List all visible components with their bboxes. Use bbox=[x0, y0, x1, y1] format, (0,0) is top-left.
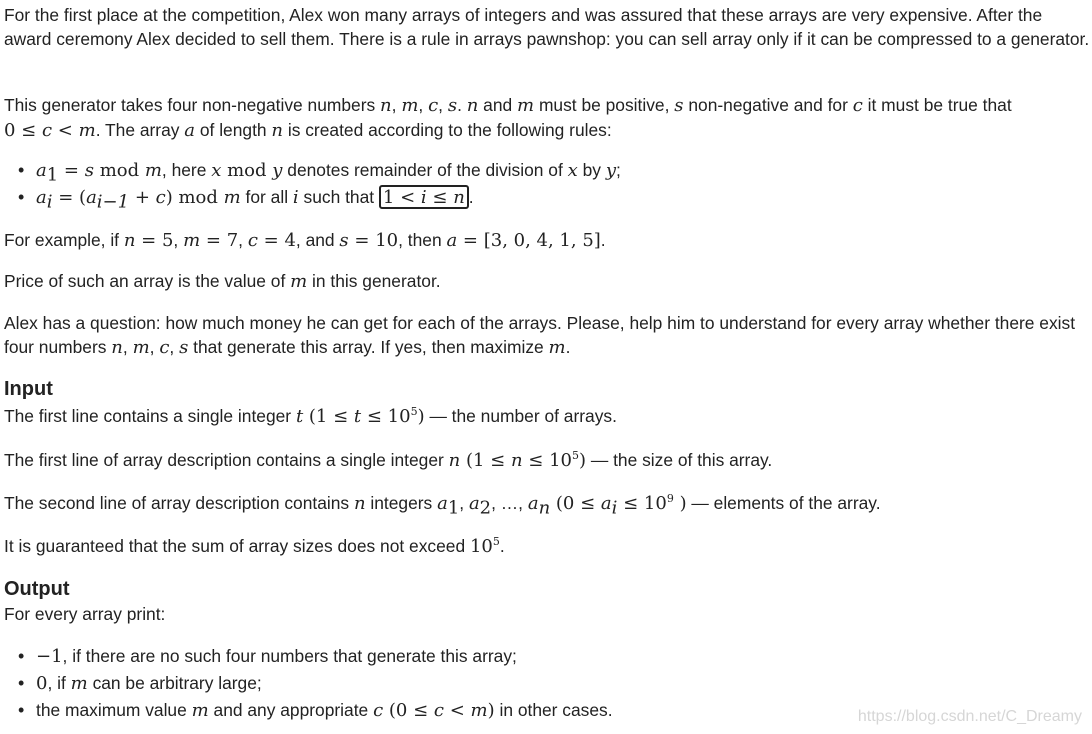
input-line-2: The first line of array description contains a single integer n $(1 \le n \le 10^5)$ — the size of this array. bbox=[4, 449, 773, 471]
list-item: • $a_1 = s$ mod m, here x mod y denotes remainder of the division of x by y; bbox=[36, 157, 1086, 184]
input-line-4: It is guaranteed that the sum of array sizes does not exceed $10^5$. bbox=[4, 535, 505, 557]
input-line-3: The second line of array description contains n integers $a_1$, $a_2$, …, $a_n$ ($0 \le a_i \le 10^9$ ) — elements of the array. bbox=[4, 492, 881, 519]
list-item: • 0, if m can be arbitrary large; bbox=[36, 670, 1086, 697]
intro-paragraph: For the first place at the competition, Alex won many arrays of integers and was assured that these arrays are very expensive. After the award ceremony Alex decided to sell them. There is a rule in arrays pawnshop: you can sell array only if it can be compressed to a generator. bbox=[4, 5, 1090, 49]
list-item: • $a_i = (a_{i-1} + c)$ mod m for all i such that 1 < i ≤ n . bbox=[36, 184, 1086, 211]
generator-rules bbox=[0, 157, 1086, 211]
price-paragraph: Price of such an array is the value of m in this generator. bbox=[4, 271, 441, 292]
output-heading: Output bbox=[4, 578, 70, 600]
example-paragraph: For example, if n = 5, m = 7, c = 4, and s = 10, then a = [3, 0, 4, 1, 5]. bbox=[4, 230, 606, 251]
watermark: https://blog.csdn.net/C_Dreamy bbox=[857, 708, 1082, 725]
generator-paragraph: This generator takes four non-negative numbers n, m, c, s. n and m must be positive, s non-negative and for c it must be true that 0 ≤ c < m. The array a of length n is created according to the following rules: bbox=[4, 95, 1012, 141]
list-item: • −1, if there are no such four numbers that generate this array; bbox=[36, 643, 1086, 670]
input-line-1: The first line contains a single integer t $(1 \le t \le 10^5)$ — the number of arrays. bbox=[4, 405, 617, 427]
highlight-box: 1 < i ≤ n bbox=[379, 185, 469, 209]
list-item: • the maximum value m and any appropriate c (0 ≤ c < m) in other cases. bbox=[36, 697, 1086, 724]
question-paragraph: Alex has a question: how much money he can get for each of the arrays. Please, help him to understand for every array whether there exist four numbers n, m, c, s that generate this array. If yes, then maximize m. bbox=[4, 313, 1076, 358]
output-intro: For every array print: bbox=[4, 604, 166, 624]
input-heading: Input bbox=[4, 378, 53, 400]
